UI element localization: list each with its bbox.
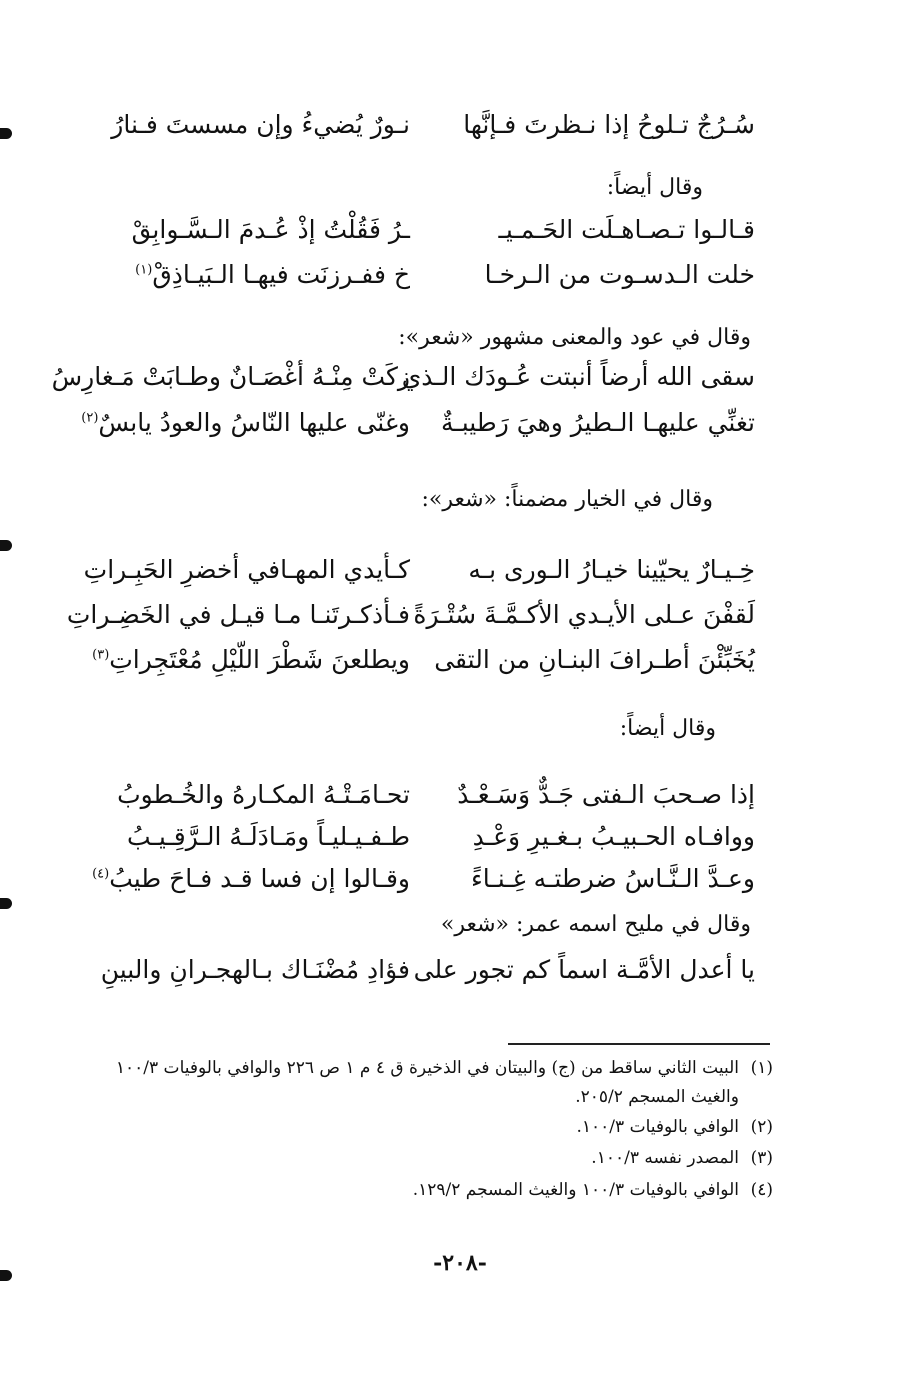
verse-second-hemistich: كـأيدي المهـافي أخضرِ الحَبِـراتِ [83,555,410,584]
footnote-number: (٢) [750,1117,773,1137]
verse-line [92,645,755,685]
verse-first-hemistich: خلت الـدسـوت من الـرخـا [484,260,755,289]
footnote-rule [508,1043,770,1045]
footnote-number: (٣) [750,1148,773,1168]
footnote [591,1148,773,1168]
poem-intro: وقال أيضاً: [606,175,703,200]
footnote-number: (١) [750,1058,773,1078]
verse-line [110,780,755,820]
verse-second-hemistich [92,864,410,893]
poem-intro: وقال في مليح اسمه عمر: «شعر» [440,912,751,937]
verse-line [100,955,755,995]
verse-second-hemistich: نـورٌ يُضيءُ وإن مسستَ فـنارُ [111,110,410,139]
footnote-number: (٤) [750,1180,773,1200]
footnote-ref: (٣) [92,647,110,663]
verse-text: وقـالوا إن فسا قـد فـاحَ طيبُ [109,864,410,893]
footnote-text: الوافي بالوفيات ١٠٠/٣ والغيث المسجم ١٢٩/٢. [412,1180,739,1200]
verse-line [92,864,755,904]
verse-second-hemistich: زكَتْ مِنْـهُ أغْصَـانٌ وطـابَتْ مَـغارِسُ [51,362,410,391]
verse-line [81,408,755,448]
poem-intro: وقال في عود والمعنى مشهور «شعر»: [398,325,751,350]
footnote-text: المصدر نفسه ١٠٠/٣. [591,1148,739,1168]
verse-first-hemistich: قـالـوا تـصـاهـلَت الحَـمـيـ [498,215,755,244]
verse-first-hemistich: يُخَبِّئْنَ أطـرافَ البنـانِ من التقى [434,645,755,674]
verse-second-hemistich: ـرُ فَقُلْتُ إذْ عُـدمَ الـسَّـوابِقْ [131,215,410,244]
verse-first-hemistich: سقى الله أرضاً أنبتت عُـودَك الـذي [401,362,755,391]
footnote [577,1117,774,1137]
verse-first-hemistich: وعـدَّ الـنَّـاسُ ضرطتـه غِـنـاءً [471,864,755,893]
verse-second-hemistich [92,645,410,674]
verse-first-hemistich: يا أعدل الأمَّـة اسماً كم تجور على [413,955,755,984]
verse-line [66,600,755,640]
footnote-ref: (١) [135,262,153,278]
footnote-text: البيت الثاني ساقط من (ج) والبيتان في الذخيرة ق ٤ م ١ ص ٢٢٦ والوافي بالوفيات ١٠٠/٣ [115,1058,739,1078]
margin-mark [0,540,12,551]
poem-intro: وقال في الخيار مضمناً: «شعر»: [421,487,713,512]
verse-first-hemistich: إذا صـحبَ الـفتى جَـدٌّ وَسَـعْـدٌ [457,780,755,809]
verse-second-hemistich: فـأذكـرتَنـا مـا قيـل في الخَضِـراتِ [66,600,410,629]
verse-text: وغنّى عليها النّاسُ والعودُ يابسٌ [98,408,410,437]
verse-first-hemistich: خِـيـارٌ يحيّينا خيـارُ الـورى بـه [468,555,755,584]
margin-mark [0,128,12,139]
footnote-ref: (٢) [81,410,99,426]
footnote [413,1180,773,1200]
verse-line [110,110,755,150]
footnote-text: الوافي بالوفيات ١٠٠/٣. [576,1117,739,1137]
verse-line [110,822,755,862]
verse-first-hemistich: سُـرُجٌ تـلوحُ إذا نـظرتَ فـإنَّها [463,110,755,139]
verse-second-hemistich: طـفـيـليـاً ومَـادَلَـهُ الـرَّقِـيـبُ [127,822,410,851]
footnote-ref: (٤) [92,866,110,882]
verse-second-hemistich [110,260,410,289]
verse-second-hemistich: تحـامَـتْـهُ المكـارهُ والخُـطوبُ [117,780,410,809]
verse-line [83,555,755,595]
verse-line [51,362,755,402]
verse-text: ويطلعنَ شَطْرَ اللّيْلِ مُعْتَجِراتِ [109,645,410,674]
verse-second-hemistich: فؤادِ مُضْنَـاك بـالهجـرانِ والبينِ [100,955,410,984]
verse-line [110,260,755,300]
footnote-continuation: والغيث المسجم ٢٠٥/٢. [575,1087,739,1107]
margin-mark [0,1270,12,1281]
verse-line [110,215,755,255]
margin-mark [0,898,12,909]
verse-second-hemistich [81,408,410,437]
poem-intro: وقال أيضاً: [619,716,716,741]
page-number: -٢٠٨- [433,1250,487,1276]
verse-first-hemistich: لَقفْنَ عـلى الأيـدي الأكـمَّـةَ سُتْـرَةً [413,600,755,629]
verse-first-hemistich: تغنِّي عليهـا الـطيرُ وهيَ رَطيبـةٌ [440,408,755,437]
verse-first-hemistich: ووافـاه الحـبيـبُ بـغـيرِ وَعْـدِ [472,822,755,851]
verse-text: خ ففـرزنَت فيهـا الـبَيـاذِقْ [152,260,410,289]
footnote [116,1058,773,1078]
